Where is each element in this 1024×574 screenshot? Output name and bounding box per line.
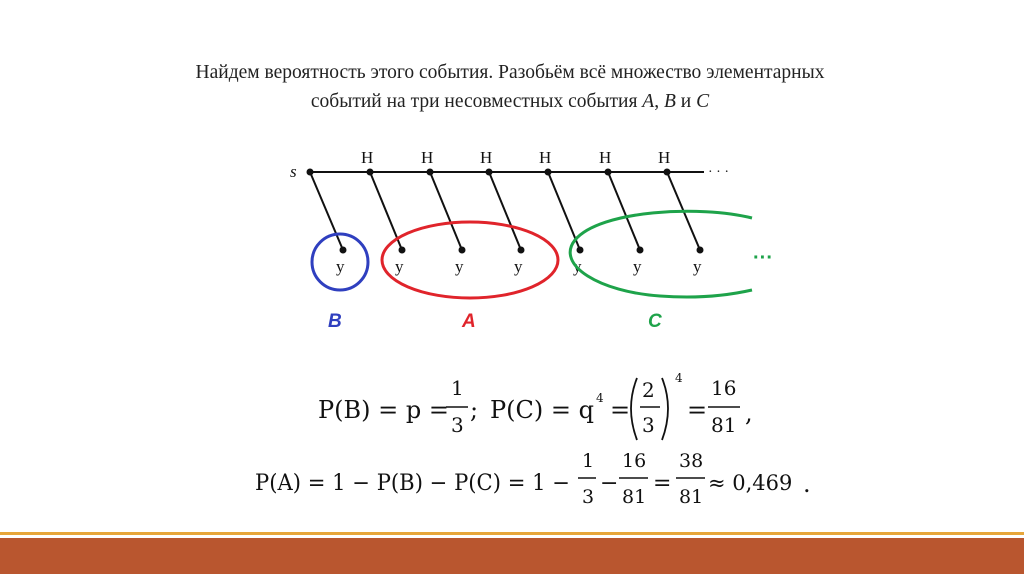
group-b-label: B xyxy=(328,311,342,332)
formula1-pb: P(B) = p = xyxy=(318,396,449,424)
heading-comma: , xyxy=(654,91,664,112)
bottom-label-4: у xyxy=(514,257,523,276)
formula2-frac3-den: 81 xyxy=(679,486,704,508)
top-continuation: · · · xyxy=(708,165,729,180)
formula2-approx: ≈ 0,469 xyxy=(708,471,793,495)
bottom-label-5: у xyxy=(573,257,582,276)
formula1-tail: , xyxy=(745,399,753,427)
formula2-frac2-num: 16 xyxy=(622,450,647,472)
formula2-tail: . xyxy=(803,470,811,498)
bottom-label-2: у xyxy=(395,257,404,276)
top-label-6: Н xyxy=(658,148,671,167)
top-label-5: Н xyxy=(599,148,612,167)
formula2-minus: − xyxy=(600,471,619,496)
top-label-3: Н xyxy=(480,148,493,167)
formula2-frac3-num: 38 xyxy=(679,450,704,472)
top-label-1: Н xyxy=(361,148,374,167)
heading-line-1: Найдем вероятность этого события. Разобьём всё множество элементарных xyxy=(195,62,825,83)
formula1-frac1-den: 3 xyxy=(451,413,464,437)
footer-accent-line xyxy=(0,532,1024,535)
formula2-lhs: P(A) = 1 − P(B) − P(C) = 1 − xyxy=(255,471,570,496)
top-label-2: Н xyxy=(421,148,434,167)
bottom-label-6: у xyxy=(633,257,642,276)
formula1-eq2: = xyxy=(687,396,708,424)
formula1-frac2-num: 2 xyxy=(642,378,655,402)
group-c-label: C xyxy=(648,311,662,332)
bottom-label-7: у xyxy=(693,257,702,276)
formula1-exp4-outer: 4 xyxy=(675,371,683,385)
formula1-pc: P(C) = q xyxy=(490,396,594,424)
bottom-continuation: ··· xyxy=(753,247,773,269)
bottom-label-1: у xyxy=(336,257,345,276)
group-a-label: A xyxy=(462,311,476,332)
formula1-semicolon: ; xyxy=(470,396,479,424)
bottom-label-3: у xyxy=(455,257,464,276)
event-a-label: A xyxy=(642,91,655,112)
formula2-frac1-den: 3 xyxy=(582,486,595,508)
formula2-eq: = xyxy=(653,471,672,496)
start-label: s xyxy=(290,162,297,181)
formula2-frac1-num: 1 xyxy=(582,450,595,472)
formula1-frac2-den: 3 xyxy=(642,413,655,437)
heading-and: и xyxy=(675,91,697,112)
formula1-exp4: 4 xyxy=(596,391,604,405)
formula1-frac1-num: 1 xyxy=(451,376,464,400)
top-label-4: Н xyxy=(539,148,552,167)
event-c-label: C xyxy=(696,91,710,112)
formula1-eq: = xyxy=(610,396,631,424)
footer-bar xyxy=(0,538,1024,574)
formula2-frac2-den: 81 xyxy=(622,486,647,508)
event-b-label: B xyxy=(663,91,676,112)
formula1-frac3-den: 81 xyxy=(711,413,737,437)
heading-line-2-text: событий на три несовместных события xyxy=(310,91,643,112)
formula1-frac3-num: 16 xyxy=(711,376,737,400)
